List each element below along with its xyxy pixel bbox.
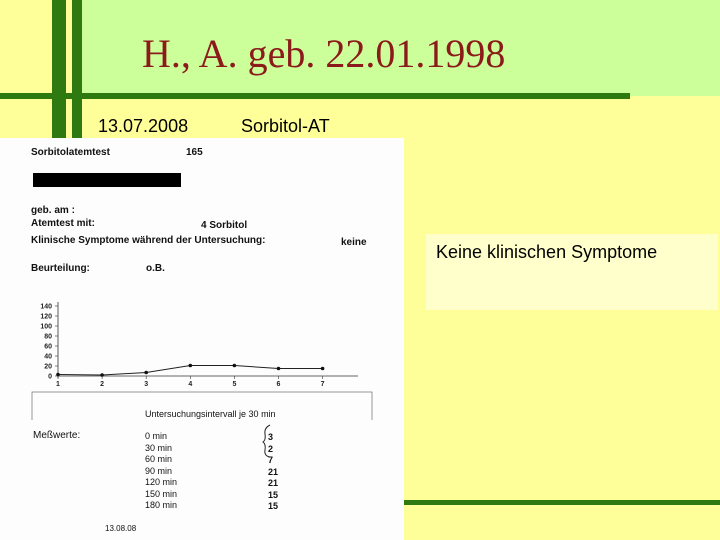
measurement-time: 150 min (145, 488, 178, 499)
y-tick-label: 100 (40, 323, 52, 331)
scanned-report (0, 138, 404, 540)
y-tick-label: 60 (44, 343, 52, 351)
footer-date: 13.08.08 (105, 524, 137, 533)
report-header: Sorbitolatemtest (31, 147, 110, 158)
y-tick-label: 0 (48, 373, 52, 381)
bottom-accent-line (400, 500, 720, 505)
measurement-time: 30 min (145, 442, 173, 453)
rating-label: Beurteilung: (31, 263, 90, 274)
breath-test-chart (28, 298, 388, 420)
y-tick-label: 120 (40, 313, 52, 321)
y-tick-label: 40 (44, 353, 52, 361)
measurement-time: 120 min (145, 477, 178, 487)
measurement-value: 2 (268, 443, 274, 454)
x-tick-label: 3 (144, 381, 149, 388)
test-name: Sorbitol-AT (241, 116, 330, 136)
measurement-value: 15 (268, 501, 279, 511)
x-tick-label: 7 (320, 381, 325, 388)
measurement-value: 21 (268, 466, 279, 477)
data-point (189, 364, 193, 368)
born-label: geb. am : (31, 205, 75, 216)
x-tick-label: 1 (56, 381, 60, 388)
y-tick-label: 20 (44, 363, 52, 371)
data-point (56, 373, 60, 377)
measurement-value: 21 (268, 478, 279, 488)
x-tick-label: 6 (276, 381, 281, 388)
data-point (233, 364, 237, 368)
data-point (277, 367, 281, 371)
note-text: Keine klinischen Symptome (436, 242, 658, 262)
measurement-time: 90 min (145, 465, 173, 476)
breath-test-label: Atemtest mit: (31, 218, 95, 229)
data-point (100, 373, 104, 377)
x-tick-label: 2 (100, 381, 105, 388)
measurements-label: Meßwerte: (33, 430, 81, 441)
breath-test-value: 4 Sorbitol (201, 220, 248, 231)
measurement-time: 180 min (145, 500, 178, 510)
redacted-name (33, 173, 181, 187)
symptoms-value: keine (341, 237, 367, 248)
slide-title: H., A. geb. 22.01.1998 (142, 31, 506, 76)
rating-value: o.B. (146, 263, 165, 274)
x-axis-label: Untersuchungsintervall je 30 min (145, 409, 276, 419)
measurement-value: 3 (268, 432, 274, 442)
y-tick-label: 80 (44, 333, 52, 341)
data-point (321, 367, 325, 371)
measurement-time: 0 min (145, 431, 168, 441)
x-tick-label: 4 (188, 381, 193, 388)
measurement-value: 7 (268, 455, 274, 465)
title-underline (0, 93, 630, 99)
measurement-time: 60 min (145, 454, 173, 464)
y-tick-label: 140 (40, 303, 52, 311)
test-date: 13.07.2008 (98, 116, 189, 136)
x-tick-label: 5 (232, 381, 237, 388)
symptoms-label: Klinische Symptome während der Untersuchung: (31, 235, 266, 246)
measurement-value: 15 (268, 489, 279, 500)
report-id: 165 (186, 147, 203, 158)
data-point (144, 371, 148, 375)
note-box (426, 234, 718, 310)
